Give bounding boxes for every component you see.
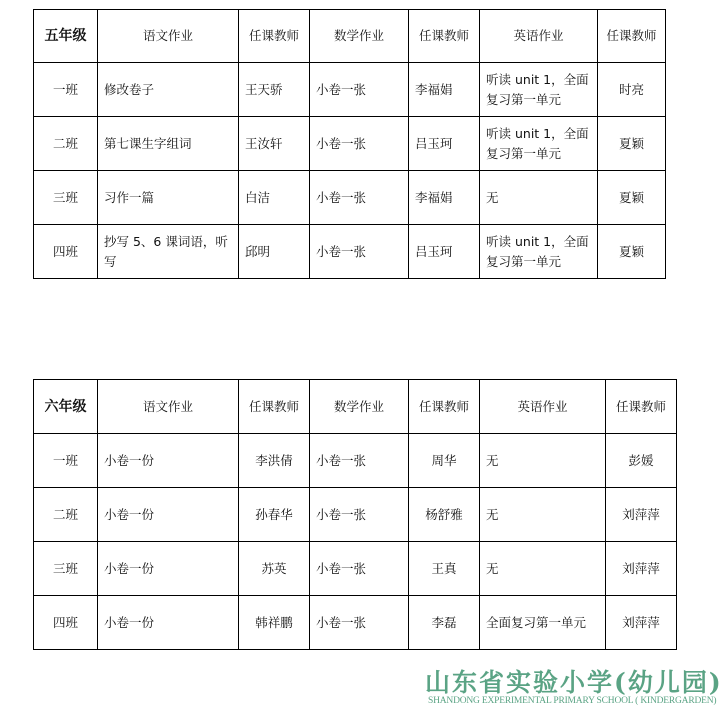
class-name: 一班 — [34, 434, 98, 488]
english-homework: 无 — [480, 542, 606, 596]
english-teacher: 刘萍萍 — [606, 596, 677, 650]
chinese-homework: 修改卷子 — [98, 63, 239, 117]
chinese-homework: 第七课生字组词 — [98, 117, 239, 171]
chinese-teacher: 王天骄 — [239, 63, 310, 117]
school-name-english: SHANDONG EXPERIMENTAL PRIMARY SCHOOL ( KINDERGARDEN) — [428, 696, 717, 706]
header-chinese-teacher: 任课教师 — [239, 10, 310, 63]
english-homework: 全面复习第一单元 — [480, 596, 606, 650]
class-name: 一班 — [34, 63, 98, 117]
math-teacher: 李福娟 — [409, 171, 480, 225]
chinese-homework: 抄写 5、6 课词语，听写 — [98, 225, 239, 279]
class-name: 二班 — [34, 488, 98, 542]
table-row — [34, 117, 666, 171]
chinese-homework: 小卷一份 — [98, 596, 239, 650]
math-homework: 小卷一张 — [310, 542, 409, 596]
chinese-teacher: 孙春华 — [239, 488, 310, 542]
grade-label: 六年级 — [34, 380, 98, 434]
math-homework: 小卷一张 — [310, 596, 409, 650]
class-name: 四班 — [34, 225, 98, 279]
math-homework: 小卷一张 — [310, 434, 409, 488]
header-chinese-homework: 语文作业 — [98, 10, 239, 63]
class-name: 四班 — [34, 596, 98, 650]
table-row — [34, 434, 677, 488]
header-english-homework: 英语作业 — [480, 380, 606, 434]
header-math-teacher: 任课教师 — [409, 380, 480, 434]
english-teacher: 夏颖 — [598, 117, 666, 171]
chinese-teacher: 李洪倩 — [239, 434, 310, 488]
header-english-teacher: 任课教师 — [598, 10, 666, 63]
math-homework: 小卷一张 — [310, 488, 409, 542]
chinese-teacher: 邱明 — [239, 225, 310, 279]
math-homework: 小卷一张 — [310, 63, 409, 117]
header-math-teacher: 任课教师 — [409, 10, 480, 63]
grade5-homework-table — [33, 9, 666, 279]
english-homework: 听读 unit 1，全面复习第一单元 — [480, 117, 598, 171]
math-homework: 小卷一张 — [310, 225, 409, 279]
table-row — [34, 488, 677, 542]
header-math-homework: 数学作业 — [310, 380, 409, 434]
english-homework: 无 — [480, 488, 606, 542]
math-homework: 小卷一张 — [310, 117, 409, 171]
class-name: 三班 — [34, 542, 98, 596]
table-row — [34, 171, 666, 225]
math-homework: 小卷一张 — [310, 171, 409, 225]
chinese-homework: 习作一篇 — [98, 171, 239, 225]
header-english-homework: 英语作业 — [480, 10, 598, 63]
english-teacher: 彭媛 — [606, 434, 677, 488]
table-row — [34, 225, 666, 279]
math-teacher: 王真 — [409, 542, 480, 596]
header-english-teacher: 任课教师 — [606, 380, 677, 434]
grade-label: 五年级 — [34, 10, 98, 63]
table-row — [34, 596, 677, 650]
english-homework: 听读 unit 1，全面复习第一单元 — [480, 63, 598, 117]
english-teacher: 时亮 — [598, 63, 666, 117]
math-teacher: 周华 — [409, 434, 480, 488]
english-teacher: 夏颖 — [598, 225, 666, 279]
table-header-row — [34, 380, 677, 434]
chinese-homework: 小卷一份 — [98, 434, 239, 488]
english-homework: 无 — [480, 171, 598, 225]
class-name: 二班 — [34, 117, 98, 171]
english-teacher: 刘萍萍 — [606, 542, 677, 596]
chinese-teacher: 苏英 — [239, 542, 310, 596]
table-row — [34, 63, 666, 117]
school-name-chinese: 山东省实验小学(幼儿园) — [425, 668, 723, 697]
english-homework: 无 — [480, 434, 606, 488]
math-teacher: 李福娟 — [409, 63, 480, 117]
header-math-homework: 数学作业 — [310, 10, 409, 63]
chinese-teacher: 王汝轩 — [239, 117, 310, 171]
english-teacher: 刘萍萍 — [606, 488, 677, 542]
chinese-homework: 小卷一份 — [98, 542, 239, 596]
school-watermark-logo — [425, 663, 723, 711]
math-teacher: 吕玉珂 — [409, 117, 480, 171]
chinese-teacher: 白洁 — [239, 171, 310, 225]
table-row — [34, 542, 677, 596]
class-name: 三班 — [34, 171, 98, 225]
chinese-teacher: 韩祥鹏 — [239, 596, 310, 650]
english-teacher: 夏颖 — [598, 171, 666, 225]
header-chinese-homework: 语文作业 — [98, 380, 239, 434]
math-teacher: 李磊 — [409, 596, 480, 650]
math-teacher: 吕玉珂 — [409, 225, 480, 279]
grade6-homework-table — [33, 379, 677, 650]
math-teacher: 杨舒雅 — [409, 488, 480, 542]
header-chinese-teacher: 任课教师 — [239, 380, 310, 434]
english-homework: 听读 unit 1，全面复习第一单元 — [480, 225, 598, 279]
table-header-row — [34, 10, 666, 63]
chinese-homework: 小卷一份 — [98, 488, 239, 542]
